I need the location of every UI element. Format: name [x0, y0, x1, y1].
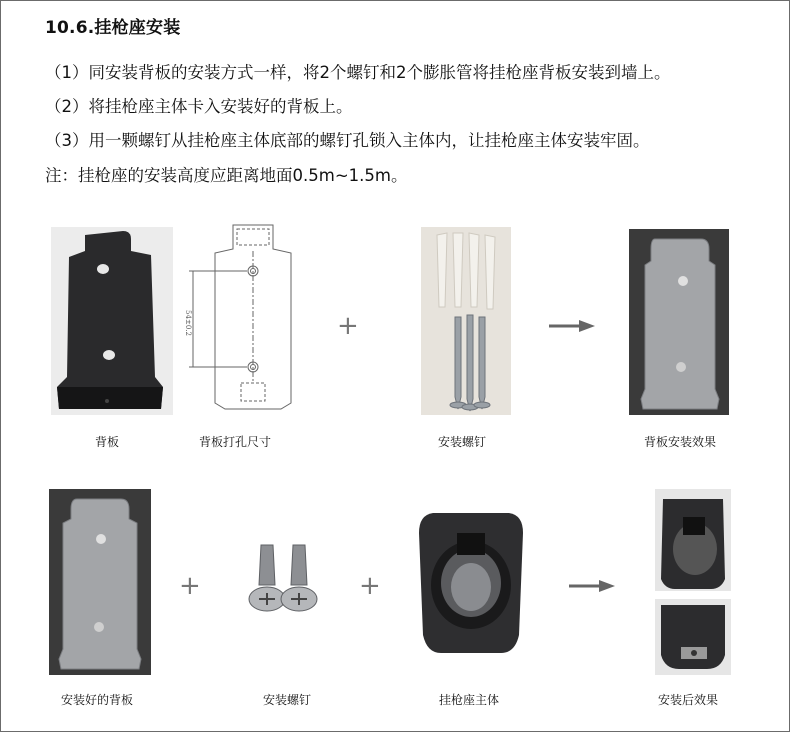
arrow-right-icon-2 [569, 579, 617, 593]
arrow-right-icon [549, 319, 597, 333]
plus-sign-2: + [179, 571, 201, 601]
caption-install-screws: 安装螺钉 [438, 435, 487, 449]
installed-holster-photo-top [655, 489, 731, 591]
mounting-screws-photo [243, 541, 333, 617]
step-3: （3）用一颗螺钉从挂枪座主体底部的螺钉孔锁入主体内，让挂枪座主体安装牢固。 [45, 131, 650, 150]
installation-note: 注：挂枪座的安装高度应距离地面0.5m~1.5m。 [45, 166, 408, 185]
caption-installed-result: 安装后效果 [658, 693, 719, 707]
caption-drilling-size: 背板打孔尺寸 [199, 435, 272, 449]
plus-sign-3: + [359, 571, 381, 601]
step-2: （2）将挂枪座主体卡入安装好的背板上。 [45, 97, 353, 116]
screws-and-anchors-photo [421, 227, 511, 415]
installed-holster-photo-bottom [655, 599, 731, 675]
backplate-photo [51, 227, 173, 415]
plus-sign: + [337, 311, 359, 341]
drilling-dimension-drawing [181, 223, 297, 419]
installed-backplate-photo [629, 229, 729, 415]
installed-backplate-photo-2 [49, 489, 151, 675]
holster-body-photo [415, 507, 527, 657]
section-title: 10.6.挂枪座安装 [45, 18, 181, 38]
caption-installed-backplate: 安装好的背板 [61, 693, 134, 707]
caption-holster-body: 挂枪座主体 [439, 693, 500, 707]
dimension-label: 54±0.2 [183, 310, 192, 336]
caption-install-screws-2: 安装螺钉 [263, 693, 312, 707]
step-1: （1）同安装背板的安装方式一样，将2个螺钉和2个膨胀管将挂枪座背板安装到墙上。 [45, 63, 671, 82]
caption-backplate: 背板 [95, 435, 120, 449]
caption-backplate-result: 背板安装效果 [644, 435, 717, 449]
